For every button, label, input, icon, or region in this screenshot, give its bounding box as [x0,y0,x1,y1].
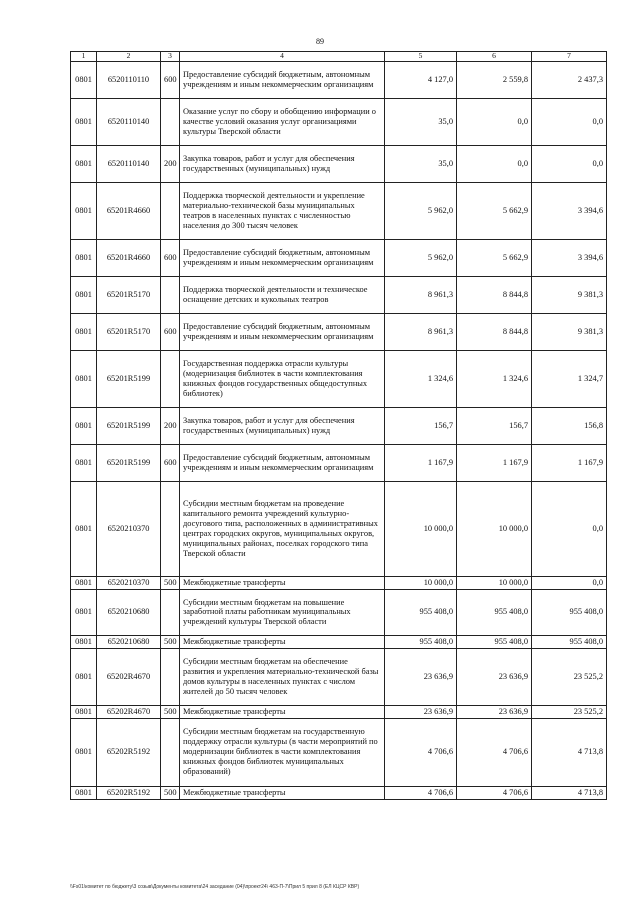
row-cell-c3 [161,183,180,240]
row-cell-v6: 23 636,9 [457,705,532,718]
table-row [71,240,607,277]
row-cell-v5: 4 706,6 [385,786,457,799]
row-cell-v5: 10 000,0 [385,577,457,590]
row-cell-v7: 3 394,6 [532,240,607,277]
row-cell-c3 [161,482,180,577]
row-cell-v7: 1 167,9 [532,445,607,482]
table-row [71,183,607,240]
row-cell-v5: 955 408,0 [385,635,457,648]
page-number: 89 [316,37,324,46]
row-description: Поддержка творческой деятельности и техническое оснащение детских и кукольных театров [180,277,385,314]
row-cell-c2: 6520110140 [97,146,161,183]
row-cell-c3: 500 [161,786,180,799]
table-row [71,589,607,635]
row-cell-v7: 4 713,8 [532,718,607,786]
budget-table [70,51,607,800]
row-cell-c2: 65202R4670 [97,705,161,718]
row-cell-v6: 8 844,8 [457,277,532,314]
row-cell-v5: 5 962,0 [385,240,457,277]
row-cell-v5: 156,7 [385,408,457,445]
row-cell-v6: 1 324,6 [457,351,532,408]
row-cell-c2: 65202R4670 [97,648,161,705]
row-cell-c3: 600 [161,62,180,99]
row-cell-c3 [161,718,180,786]
row-cell-c1: 0801 [71,482,97,577]
row-cell-c3: 600 [161,314,180,351]
row-description: Субсидии местным бюджетам на государственную поддержку отрасли культуры (в части мероприятий по модернизации библиотек в части комплектования книжных фондов библиотек муниципальных образований) [180,718,385,786]
row-cell-v6: 10 000,0 [457,482,532,577]
header-cell: 3 [161,52,180,62]
row-cell-v5: 35,0 [385,146,457,183]
row-cell-c1: 0801 [71,62,97,99]
row-cell-c1: 0801 [71,240,97,277]
row-cell-c2: 65202R5192 [97,786,161,799]
row-description: Субсидии местным бюджетам на повышение заработной платы работникам муниципальных учреждений культуры Тверской области [180,589,385,635]
row-cell-v6: 8 844,8 [457,314,532,351]
row-cell-c2: 65202R5192 [97,718,161,786]
row-description: Предоставление субсидий бюджетным, автономным учреждениям и иным некоммерческим организациям [180,445,385,482]
row-cell-v6: 0,0 [457,99,532,146]
table-row [71,445,607,482]
row-description: Межбюджетные трансферты [180,786,385,799]
table-row [71,351,607,408]
row-description: Межбюджетные трансферты [180,577,385,590]
row-cell-v5: 8 961,3 [385,277,457,314]
row-cell-c1: 0801 [71,786,97,799]
row-cell-c3: 500 [161,705,180,718]
row-cell-c3 [161,351,180,408]
row-cell-c3: 600 [161,240,180,277]
row-cell-v6: 10 000,0 [457,577,532,590]
row-cell-c2: 65201R5170 [97,314,161,351]
file-path-footer: \\Fs01\комитет по бюджету\3 созыв\Документы комитета\24 заседание (04)\проект24\ 463-П-7\Прил 5 прил 8 (ЕЛ КЦСР КВР) [70,884,360,890]
row-cell-v7: 0,0 [532,482,607,577]
row-cell-c3: 200 [161,408,180,445]
row-cell-c3 [161,277,180,314]
row-cell-v6: 955 408,0 [457,635,532,648]
row-cell-c3 [161,648,180,705]
row-cell-v6: 955 408,0 [457,589,532,635]
header-cell: 5 [385,52,457,62]
row-cell-c1: 0801 [71,277,97,314]
row-cell-v5: 4 706,6 [385,718,457,786]
row-description: Оказание услуг по сбору и обобщению информации о качестве условий оказания услуг организациями культуры Тверской области [180,99,385,146]
row-cell-v6: 0,0 [457,146,532,183]
row-cell-v6: 156,7 [457,408,532,445]
row-cell-c3 [161,99,180,146]
row-cell-c3 [161,589,180,635]
table-row [71,277,607,314]
row-cell-v7: 23 525,2 [532,705,607,718]
row-cell-v7: 0,0 [532,146,607,183]
row-cell-v5: 955 408,0 [385,589,457,635]
row-description: Межбюджетные трансферты [180,705,385,718]
row-cell-c1: 0801 [71,314,97,351]
row-cell-c2: 6520210370 [97,482,161,577]
row-cell-c1: 0801 [71,589,97,635]
header-cell: 2 [97,52,161,62]
header-cell: 6 [457,52,532,62]
row-cell-v6: 5 662,9 [457,183,532,240]
table-row [71,146,607,183]
table-row [71,314,607,351]
row-description: Государственная поддержка отрасли культуры (модернизация библиотек в части комплектования книжных фондов государственных общедоступных библиотек) [180,351,385,408]
table-row [71,786,607,799]
row-cell-c1: 0801 [71,635,97,648]
table-row [71,62,607,99]
row-cell-c3: 500 [161,635,180,648]
row-description: Предоставление субсидий бюджетным, автономным учреждениям и иным некоммерческим организациям [180,314,385,351]
row-cell-c1: 0801 [71,99,97,146]
row-cell-c1: 0801 [71,648,97,705]
row-description: Поддержка творческой деятельности и укрепление материально-технической базы муниципальных театров в населенных пунктах с численностью населения до 300 тысяч человек [180,183,385,240]
row-description: Закупка товаров, работ и услуг для обеспечения государственных (муниципальных) нужд [180,408,385,445]
row-cell-v7: 3 394,6 [532,183,607,240]
row-cell-v5: 1 167,9 [385,445,457,482]
row-cell-c3: 500 [161,577,180,590]
row-cell-v7: 955 408,0 [532,635,607,648]
header-cell: 1 [71,52,97,62]
row-cell-c3: 600 [161,445,180,482]
row-cell-v5: 23 636,9 [385,648,457,705]
row-cell-v7: 0,0 [532,99,607,146]
row-cell-c1: 0801 [71,183,97,240]
table-row [71,718,607,786]
row-cell-c1: 0801 [71,577,97,590]
row-cell-c1: 0801 [71,718,97,786]
row-cell-v5: 8 961,3 [385,314,457,351]
row-cell-v5: 10 000,0 [385,482,457,577]
row-cell-c1: 0801 [71,705,97,718]
row-cell-v5: 35,0 [385,99,457,146]
row-description: Предоставление субсидий бюджетным, автономным учреждениям и иным некоммерческим организациям [180,62,385,99]
header-cell: 7 [532,52,607,62]
row-cell-c1: 0801 [71,351,97,408]
row-cell-c2: 65201R5199 [97,445,161,482]
row-cell-v7: 4 713,8 [532,786,607,799]
row-description: Предоставление субсидий бюджетным, автономным учреждениям и иным некоммерческим организациям [180,240,385,277]
row-description: Субсидии местным бюджетам на проведение капитального ремонта учреждений культурно-досугового типа, расположенных в административных центрах городских округов, муниципальных округов, муниципальных районах, поселках городского типа Тверской области [180,482,385,577]
row-cell-v6: 4 706,6 [457,786,532,799]
row-cell-c2: 65201R5199 [97,351,161,408]
row-description: Закупка товаров, работ и услуг для обеспечения государственных (муниципальных) нужд [180,146,385,183]
row-cell-v7: 23 525,2 [532,648,607,705]
row-cell-v5: 5 962,0 [385,183,457,240]
row-cell-c2: 65201R5199 [97,408,161,445]
row-cell-c2: 65201R4660 [97,183,161,240]
row-description: Межбюджетные трансферты [180,635,385,648]
row-cell-v7: 9 381,3 [532,277,607,314]
row-cell-v7: 955 408,0 [532,589,607,635]
row-cell-c2: 6520210370 [97,577,161,590]
row-cell-v7: 9 381,3 [532,314,607,351]
header-cell: 4 [180,52,385,62]
row-cell-v7: 0,0 [532,577,607,590]
row-description: Субсидии местным бюджетам на обеспечение развития и укрепления материально-технической базы домов культуры в населенных пунктах с числом жителей до 50 тысяч человек [180,648,385,705]
row-cell-c1: 0801 [71,146,97,183]
table-row [71,482,607,577]
row-cell-v5: 1 324,6 [385,351,457,408]
table-row [71,408,607,445]
row-cell-v6: 4 706,6 [457,718,532,786]
row-cell-c2: 6520210680 [97,589,161,635]
row-cell-c2: 6520110110 [97,62,161,99]
row-cell-c3: 200 [161,146,180,183]
row-cell-v5: 23 636,9 [385,705,457,718]
row-cell-c2: 65201R5170 [97,277,161,314]
row-cell-c2: 65201R4660 [97,240,161,277]
table-row [71,635,607,648]
row-cell-c2: 6520110140 [97,99,161,146]
row-cell-v6: 5 662,9 [457,240,532,277]
row-cell-v5: 4 127,0 [385,62,457,99]
row-cell-v7: 156,8 [532,408,607,445]
row-cell-v6: 23 636,9 [457,648,532,705]
table-row [71,577,607,590]
row-cell-c1: 0801 [71,445,97,482]
row-cell-v6: 1 167,9 [457,445,532,482]
row-cell-v7: 1 324,7 [532,351,607,408]
table-header-row [71,52,607,62]
row-cell-c2: 6520210680 [97,635,161,648]
table-row [71,99,607,146]
row-cell-c1: 0801 [71,408,97,445]
table-row [71,648,607,705]
row-cell-v6: 2 559,8 [457,62,532,99]
table-row [71,705,607,718]
row-cell-v7: 2 437,3 [532,62,607,99]
